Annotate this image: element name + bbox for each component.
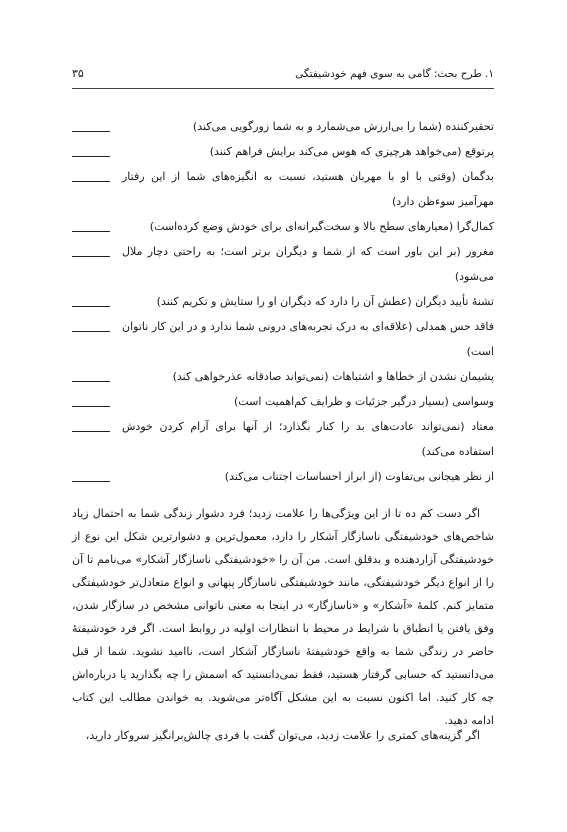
- checklist-item: [72, 214, 494, 239]
- checkmark-blank[interactable]: [72, 306, 110, 307]
- checklist-item: [72, 314, 494, 364]
- checkmark-blank[interactable]: [72, 431, 110, 432]
- checklist-item-text: پرتوقع (می‌خواهد هرچیزی که هوس می‌کند برایش فراهم کنند): [209, 145, 494, 158]
- checkmark-blank[interactable]: [72, 231, 110, 232]
- checklist-item: [72, 389, 494, 414]
- checklist-item: [72, 464, 494, 489]
- checkmark-blank[interactable]: [72, 131, 110, 132]
- body-paragraph: اگر دست کم ده تا از این ویژگی‌ها را علامت زدید؛ فرد دشوار زندگی شما به احتمال زیاد شاخص‌های خودشیفتگی ناسازگار آشکار را دارد، معمول‌ترین و دشوارترین شکل این نوع از خودشیفتگی آزاردهنده و بدقلق است. من آن را «خودشیفتگی ناسازگار آشکار» می‌نامم تا آن را از انواع دیگر خودشیفتگی، مانند خودشیفتگی ناسازگار پنهانی و انواع متعادل‌تر خودشیفتگی متمایز کنم. کلمۀ «آشکار» و «ناسازگار» در اینجا به معنی ناتوانی مشخص در سازگار شدن، وفق یافتن یا انطباق با شرایط در محیط با انتظارات اولیه در روابط است. اگر فرد خودشیفتۀ حاضر در زندگی شما به واقع خودشیفتۀ ناسازگار آشکار است، ناامید نشوید. شما از قبل می‌دانستید که حسابی گرفتار هستید، فقط نمی‌دانستید که اسمش را چه بگذارید یا درباره‌اش چه کار کنید. اما اکنون نسبت به این مشکل آگاه‌تر می‌شوید. به خواندن مطالب این کتاب ادامه دهید.: [72, 507, 494, 727]
- checklist-item-text: کمال‌گرا (معیارهای سطح بالا و سخت‌گیرانه‌ای برای خودش وضع کرده‌است): [149, 220, 494, 233]
- checklist-item: [72, 364, 494, 389]
- checklist-item-text: بدگمان (وقتی با او با مهربان هستید، نسبت به انگیزه‌های شما از این رفتار مهرآمیز سوءظن دارد): [122, 170, 494, 208]
- checklist: [72, 114, 494, 489]
- checklist-item-text: از نظر هیجانی بی‌تفاوت (از ابراز احساسات اجتناب می‌کند): [224, 470, 494, 483]
- checkmark-blank[interactable]: [72, 381, 110, 382]
- checkmark-blank[interactable]: [72, 256, 110, 257]
- body-paragraph: اگر گزینه‌های کمتری را علامت زدید، می‌توان گفت با فردی چالش‌برانگیز سروکار دارید،: [85, 729, 480, 742]
- checklist-item-text: تشنۀ تأیید دیگران (عطش آن را دارد که دیگران او را ستایش و تکریم کنند): [156, 295, 494, 308]
- checkmark-blank[interactable]: [72, 406, 110, 407]
- checkmark-blank[interactable]: [72, 481, 110, 482]
- checklist-item: [72, 289, 494, 314]
- checklist-item: [72, 414, 494, 464]
- checklist-item-text: مغرور (بر این باور است که از شما و دیگران برتر است؛ به راحتی دچار ملال می‌شود): [122, 245, 494, 283]
- checklist-item: [72, 139, 494, 164]
- checklist-item-text: تحقیرکننده (شما را بی‌ارزش می‌شمارد و به شما زورگویی می‌کند): [192, 120, 494, 133]
- checklist-item-text: پشیمان نشدن از خطاها و اشتباهات (نمی‌تواند صادقانه عذرخواهی کند): [172, 370, 494, 383]
- page-number: ۳۵: [72, 67, 84, 80]
- checklist-item-text: معتاد (نمی‌تواند عادت‌های بد را کنار بگذارد؛ از آنها برای آرام کردن خودش استفاده می‌کند): [122, 420, 494, 458]
- checkmark-blank[interactable]: [72, 181, 110, 182]
- checklist-item: [72, 239, 494, 289]
- checkmark-blank[interactable]: [72, 331, 110, 332]
- checklist-item-text: وسواسی (بسیار درگیر جزئیات و ظرایف کم‌اهمیت است): [234, 395, 494, 408]
- checklist-item-text: فاقد حس همدلی (علاقه‌ای به درک تجربه‌های درونی شما ندارد و در این کار ناتوان است): [122, 320, 494, 358]
- page-header: [72, 60, 494, 89]
- checklist-item: [72, 164, 494, 214]
- checklist-item: [72, 114, 494, 139]
- checkmark-blank[interactable]: [72, 156, 110, 157]
- running-title: ۱. طرح بحث: گامی به سوی فهم خودشیفتگی: [295, 68, 494, 80]
